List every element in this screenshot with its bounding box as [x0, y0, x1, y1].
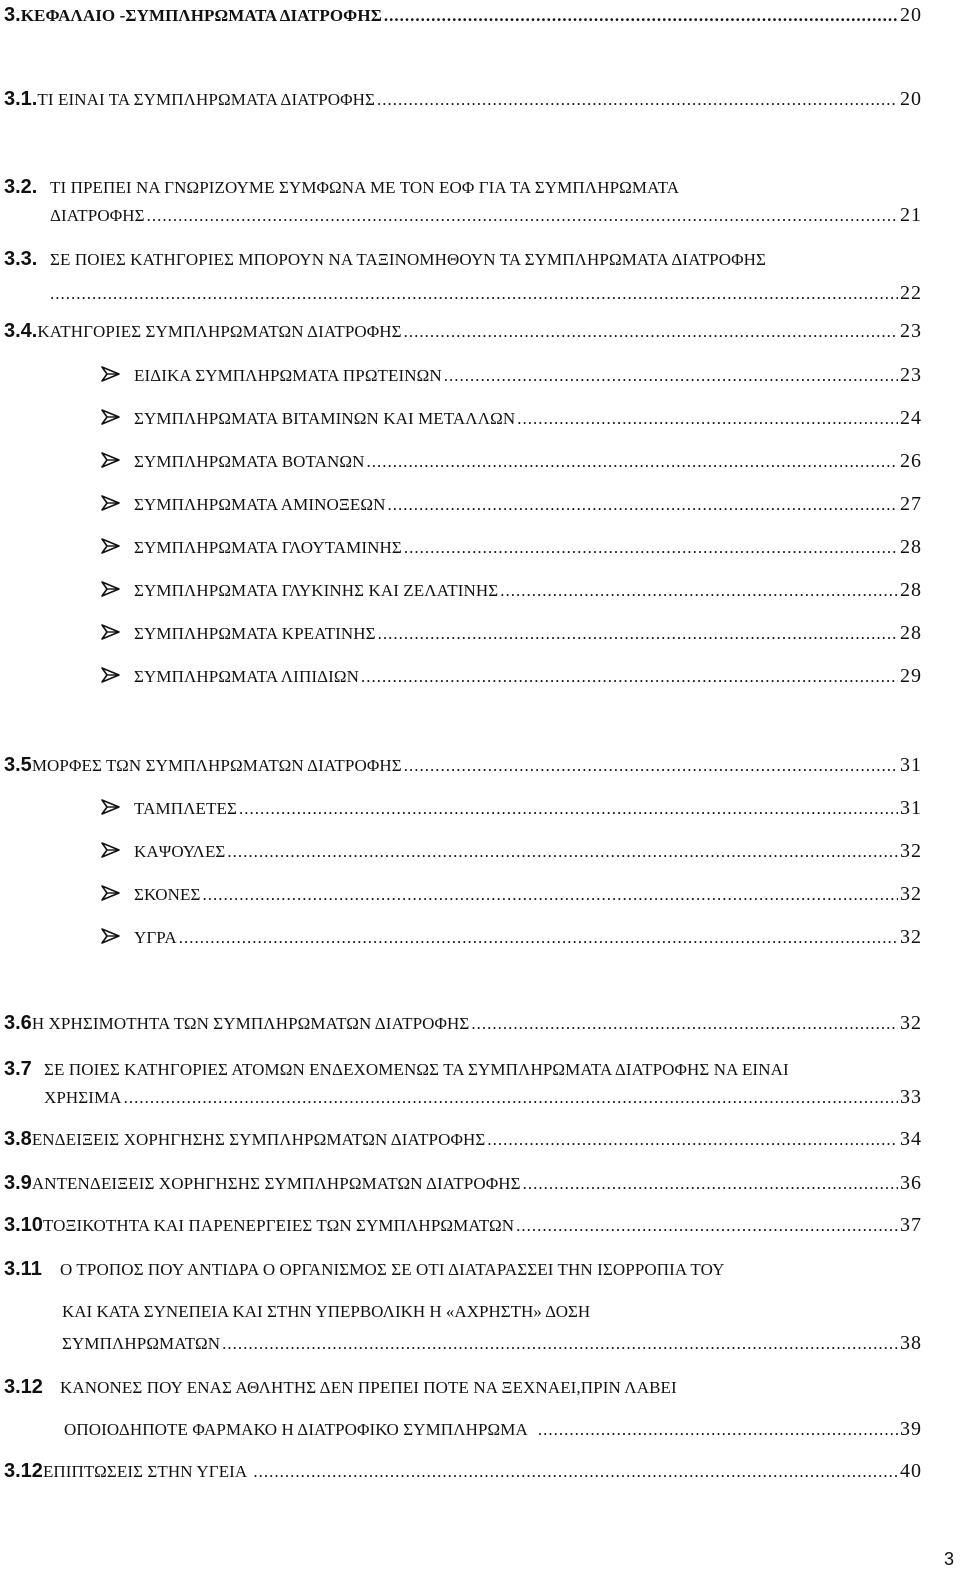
toc-page: 24 [900, 407, 922, 429]
toc-leader [377, 90, 898, 110]
toc-page: 27 [900, 493, 922, 515]
toc-entry-3-6[interactable] [4, 1012, 922, 1035]
toc-title: ΣΥΜΠΛΗΡΩΜΑΤΑ ΓΛΟΥΤΑΜΙΝΗΣ [134, 538, 402, 557]
toc-entry-3-11[interactable] [4, 1258, 940, 1281]
toc-title: ΣΕ ΠΟΙΕΣ ΚΑΤΗΓΟΡΙΕΣ ΑΤΟΜΩΝ ΕΝΔΕΧΟΜΕΝΩΣ ΤΑ ΣΥΜΠΛΗΡΩΜΑΤΑ ΔΙΑΤΡΟΦΗΣ ΝΑ ΕΙΝΑΙ [44, 1060, 789, 1079]
toc-leader [124, 1088, 898, 1108]
toc-title: ΣΥΜΠΛΗΡΩΜΑΤΑ ΒΙΤΑΜΙΝΩΝ ΚΑΙ ΜΕΤΑΛΛΩΝ [134, 409, 516, 428]
toc-entry-3-12-rules-continued[interactable] [64, 1418, 922, 1441]
toc-number: 3.3. [4, 248, 38, 270]
toc-page: 28 [900, 622, 922, 644]
toc-page: 32 [900, 883, 922, 905]
toc-title: ΧΡΗΣΙΜΑ [44, 1088, 122, 1107]
toc-title: ΜΟΡΦΕΣ ΤΩΝ ΣΥΜΠΛΗΡΩΜΑΤΩΝ ΔΙΑΤΡΟΦΗΣ [31, 756, 402, 775]
toc-page: 26 [900, 450, 922, 472]
toc-title: ΚΑΤΗΓΟΡΙΕΣ ΣΥΜΠΛΗΡΩΜΑΤΩΝ ΔΙΑΤΡΟΦΗΣ [37, 322, 402, 341]
toc-title: ΚΕΦΑΛΑΙΟ -ΣΥΜΠΛΗΡΩΜΑΤΑ ΔΙΑΤΡΟΦΗΣ [20, 6, 382, 25]
toc-page: 21 [900, 204, 922, 226]
toc-leader [517, 409, 898, 429]
toc-leader [487, 1130, 898, 1150]
toc-subentry[interactable] [100, 665, 922, 688]
toc-leader [202, 885, 898, 905]
toc-leader [388, 495, 899, 515]
toc-title: ΔΙΑΤΡΟΦΗΣ [50, 206, 145, 225]
arrow-bullet-icon [100, 666, 134, 688]
toc-title: ΣΥΜΠΛΗΡΩΜΑΤΑ ΚΡΕΑΤΙΝΗΣ [134, 624, 376, 643]
toc-entry-3-3-continued[interactable] [50, 282, 922, 305]
toc-title: ΚΑΨΟΥΛΕΣ [134, 842, 226, 861]
toc-leader [538, 1420, 898, 1440]
toc-subentry[interactable] [100, 622, 922, 645]
toc-number: 3.12 [4, 1460, 43, 1482]
toc-page: 23 [900, 320, 922, 342]
page-number: 3 [943, 1549, 954, 1569]
toc-entry-3-12-health[interactable] [4, 1460, 922, 1483]
toc-leader [378, 624, 898, 644]
toc-number: 3. [4, 4, 21, 26]
toc-page: 32 [900, 1012, 922, 1034]
toc-title: ΣΥΜΠΛΗΡΩΜΑΤΑ ΑΜΙΝΟΞΕΩΝ [134, 495, 386, 514]
toc-title: ΥΓΡΑ [134, 928, 177, 947]
arrow-bullet-icon [100, 408, 134, 430]
toc-title: ΣΥΜΠΛΗΡΩΜΑΤΑ ΛΙΠΙΔΙΩΝ [134, 667, 359, 686]
toc-page: 22 [900, 282, 922, 304]
toc-number: 3.9 [4, 1172, 32, 1194]
toc-subentry[interactable] [100, 926, 922, 949]
toc-entry-3-11-continued[interactable] [62, 1332, 922, 1355]
toc-page: 32 [900, 840, 922, 862]
toc-entry-3-12-rules[interactable] [4, 1376, 940, 1399]
toc-page: 37 [900, 1214, 922, 1236]
toc-title: ΑΝΤΕΝΔΕΙΞΕΙΣ ΧΟΡΗΓΗΣΗΣ ΣΥΜΠΛΗΡΩΜΑΤΩΝ ΔΙΑΤΡΟΦΗΣ [31, 1174, 521, 1193]
toc-page: 33 [900, 1086, 922, 1108]
toc-number: 3.8 [4, 1128, 32, 1150]
toc-page: 28 [900, 536, 922, 558]
toc-leader [404, 322, 898, 342]
toc-page: 20 [900, 4, 922, 26]
toc-entry-3-8[interactable] [4, 1128, 922, 1151]
toc-title: ΟΠΟΙΟΔΗΠΟΤΕ ΦΑΡΜΑΚΟ Η ΔΙΑΤΡΟΦΙΚΟ ΣΥΜΠΛΗΡΩΜΑ [64, 1420, 528, 1439]
toc-leader [471, 1014, 898, 1034]
toc-entry-3-7-continued[interactable] [44, 1086, 922, 1109]
toc-leader [404, 538, 898, 558]
toc-number: 3.2. [4, 176, 38, 198]
toc-subentry[interactable] [100, 364, 922, 387]
toc-leader [384, 6, 898, 26]
toc-title: ΣΕ ΠΟΙΕΣ ΚΑΤΗΓΟΡΙΕΣ ΜΠΟΡΟΥΝ ΝΑ ΤΑΞΙΝΟΜΗΘΟΥΝ ΤΑ ΣΥΜΠΛΗΡΩΜΑΤΑ ΔΙΑΤΡΟΦΗΣ [50, 250, 767, 269]
arrow-bullet-icon [100, 494, 134, 516]
toc-subentry[interactable] [100, 536, 922, 559]
toc-title: ΤΟΞΙΚΟΤΗΤΑ ΚΑΙ ΠΑΡΕΝΕΡΓΕΙΕΣ ΤΩΝ ΣΥΜΠΛΗΡΩΜΑΤΩΝ [42, 1216, 515, 1235]
toc-subentry[interactable] [100, 407, 922, 430]
toc-entry-3-1[interactable] [4, 88, 922, 111]
toc-leader [147, 206, 898, 226]
toc-entry-3-10[interactable] [4, 1214, 922, 1237]
toc-page: 39 [900, 1418, 922, 1440]
toc-entry-3-11-line2: ΚΑΙ ΚΑΤΑ ΣΥΝΕΠΕΙΑ ΚΑΙ ΣΤΗΝ ΥΠΕΡΒΟΛΙΚΗ Η «ΑΧΡΗΣΤΗ» ΔΟΣΗ [62, 1302, 591, 1321]
arrow-bullet-icon [100, 451, 134, 473]
toc-number: 3.12 [4, 1376, 43, 1398]
toc-title: ΤΙ ΕΙΝΑΙ ΤΑ ΣΥΜΠΛΗΡΩΜΑΤΑ ΔΙΑΤΡΟΦΗΣ [37, 90, 376, 109]
toc-title: ΤΑΜΠΛΕΤΕΣ [134, 799, 237, 818]
toc-title: ΕΝΔΕΙΞΕΙΣ ΧΟΡΗΓΗΣΗΣ ΣΥΜΠΛΗΡΩΜΑΤΩΝ ΔΙΑΤΡΟΦΗΣ [31, 1130, 486, 1149]
toc-title: ΣΥΜΠΛΗΡΩΜΑΤΩΝ [62, 1334, 221, 1353]
arrow-bullet-icon [100, 580, 134, 602]
toc-page: 20 [900, 88, 922, 110]
arrow-bullet-icon [100, 927, 134, 949]
toc-subentry[interactable] [100, 579, 922, 602]
toc-number: 3.11 [4, 1258, 42, 1280]
toc-number: 3.4. [4, 320, 38, 342]
arrow-bullet-icon [100, 623, 134, 645]
toc-page: 31 [900, 754, 922, 776]
toc-leader [404, 756, 898, 776]
toc-number: 3.6 [4, 1012, 32, 1034]
arrow-bullet-icon [100, 365, 134, 387]
toc-entry-3-2[interactable] [4, 176, 922, 199]
toc-title: Ο ΤΡΟΠΟΣ ΠΟΥ ΑΝΤΙΔΡΑ Ο ΟΡΓΑΝΙΣΜΟΣ ΣΕ ΟΤΙ ΔΙΑΤΑΡΑΣΣΕΙ ΤΗΝ ΙΣΟΡΡΟΠΙΑ ΤΟΥ [60, 1260, 725, 1279]
toc-page: 38 [900, 1332, 922, 1354]
toc-leader [444, 366, 898, 386]
toc-number: 3.10 [4, 1214, 43, 1236]
toc-subentry[interactable] [100, 840, 922, 863]
toc-entry-3-5[interactable] [4, 754, 922, 777]
toc-title: ΚΑΝΟΝΕΣ ΠΟΥ ΕΝΑΣ ΑΘΛΗΤΗΣ ΔΕΝ ΠΡΕΠΕΙ ΠΟΤΕ ΝΑ ΞΕΧΝΑΕΙ,ΠΡΙΝ ΛΑΒΕΙ [60, 1378, 677, 1397]
toc-entry-3-9[interactable] [4, 1172, 922, 1195]
toc-subentry[interactable] [100, 797, 922, 820]
toc-page: 40 [900, 1460, 922, 1482]
toc-leader [500, 581, 898, 601]
toc-page: 34 [900, 1128, 922, 1150]
toc-leader [367, 452, 899, 472]
toc-number: 3.5 [4, 754, 32, 776]
toc-leader [222, 1334, 898, 1354]
arrow-bullet-icon [100, 841, 134, 863]
arrow-bullet-icon [100, 884, 134, 906]
toc-entry-3-3[interactable] [4, 248, 940, 271]
toc-number: 3.1. [4, 88, 38, 110]
toc-leader [239, 799, 898, 819]
toc-page: 29 [900, 665, 922, 687]
arrow-bullet-icon [100, 537, 134, 559]
toc-entry-3-2-continued[interactable] [50, 204, 922, 227]
toc-leader [50, 284, 898, 304]
toc-subentry[interactable] [100, 493, 922, 516]
toc-page: 28 [900, 579, 922, 601]
toc-page: 32 [900, 926, 922, 948]
toc-subentry[interactable] [100, 450, 922, 473]
toc-leader [179, 928, 898, 948]
arrow-bullet-icon [100, 798, 134, 820]
toc-leader [253, 1462, 898, 1482]
toc-entry-3-4[interactable] [4, 320, 922, 343]
toc-leader [523, 1174, 898, 1194]
toc-leader [361, 667, 898, 687]
toc-title: ΣΚΟΝΕΣ [134, 885, 201, 904]
toc-number: 3.7 [4, 1058, 32, 1080]
toc-page: 23 [900, 364, 922, 386]
toc-entry-chapter-3[interactable] [4, 4, 922, 27]
toc-title: ΤΙ ΠΡΕΠΕΙ ΝΑ ΓΝΩΡΙΖΟΥΜΕ ΣΥΜΦΩΝΑ ΜΕ ΤΟΝ ΕΟΦ ΓΙΑ ΤΑ ΣΥΜΠΛΗΡΩΜΑΤΑ [50, 178, 680, 197]
toc-entry-3-7[interactable] [4, 1058, 956, 1081]
toc-title: ΣΥΜΠΛΗΡΩΜΑΤΑ ΓΛΥΚΙΝΗΣ ΚΑΙ ΖΕΛΑΤΙΝΗΣ [134, 581, 499, 600]
toc-title: Η ΧΡΗΣΙΜΟΤΗΤΑ ΤΩΝ ΣΥΜΠΛΗΡΩΜΑΤΩΝ ΔΙΑΤΡΟΦΗΣ [31, 1014, 470, 1033]
toc-subentry[interactable] [100, 883, 922, 906]
toc-leader [227, 842, 898, 862]
toc-page: 36 [900, 1172, 922, 1194]
toc-title: ΕΠΙΠΤΩΣΕΙΣ ΣΤΗΝ ΥΓΕΙΑ [42, 1462, 248, 1481]
toc-leader [516, 1216, 898, 1236]
toc-title: ΣΥΜΠΛΗΡΩΜΑΤΑ ΒΟΤΑΝΩΝ [134, 452, 365, 471]
toc-title: ΕΙΔΙΚΑ ΣΥΜΠΛΗΡΩΜΑΤΑ ΠΡΩΤΕΙΝΩΝ [134, 366, 442, 385]
toc-page: 31 [900, 797, 922, 819]
